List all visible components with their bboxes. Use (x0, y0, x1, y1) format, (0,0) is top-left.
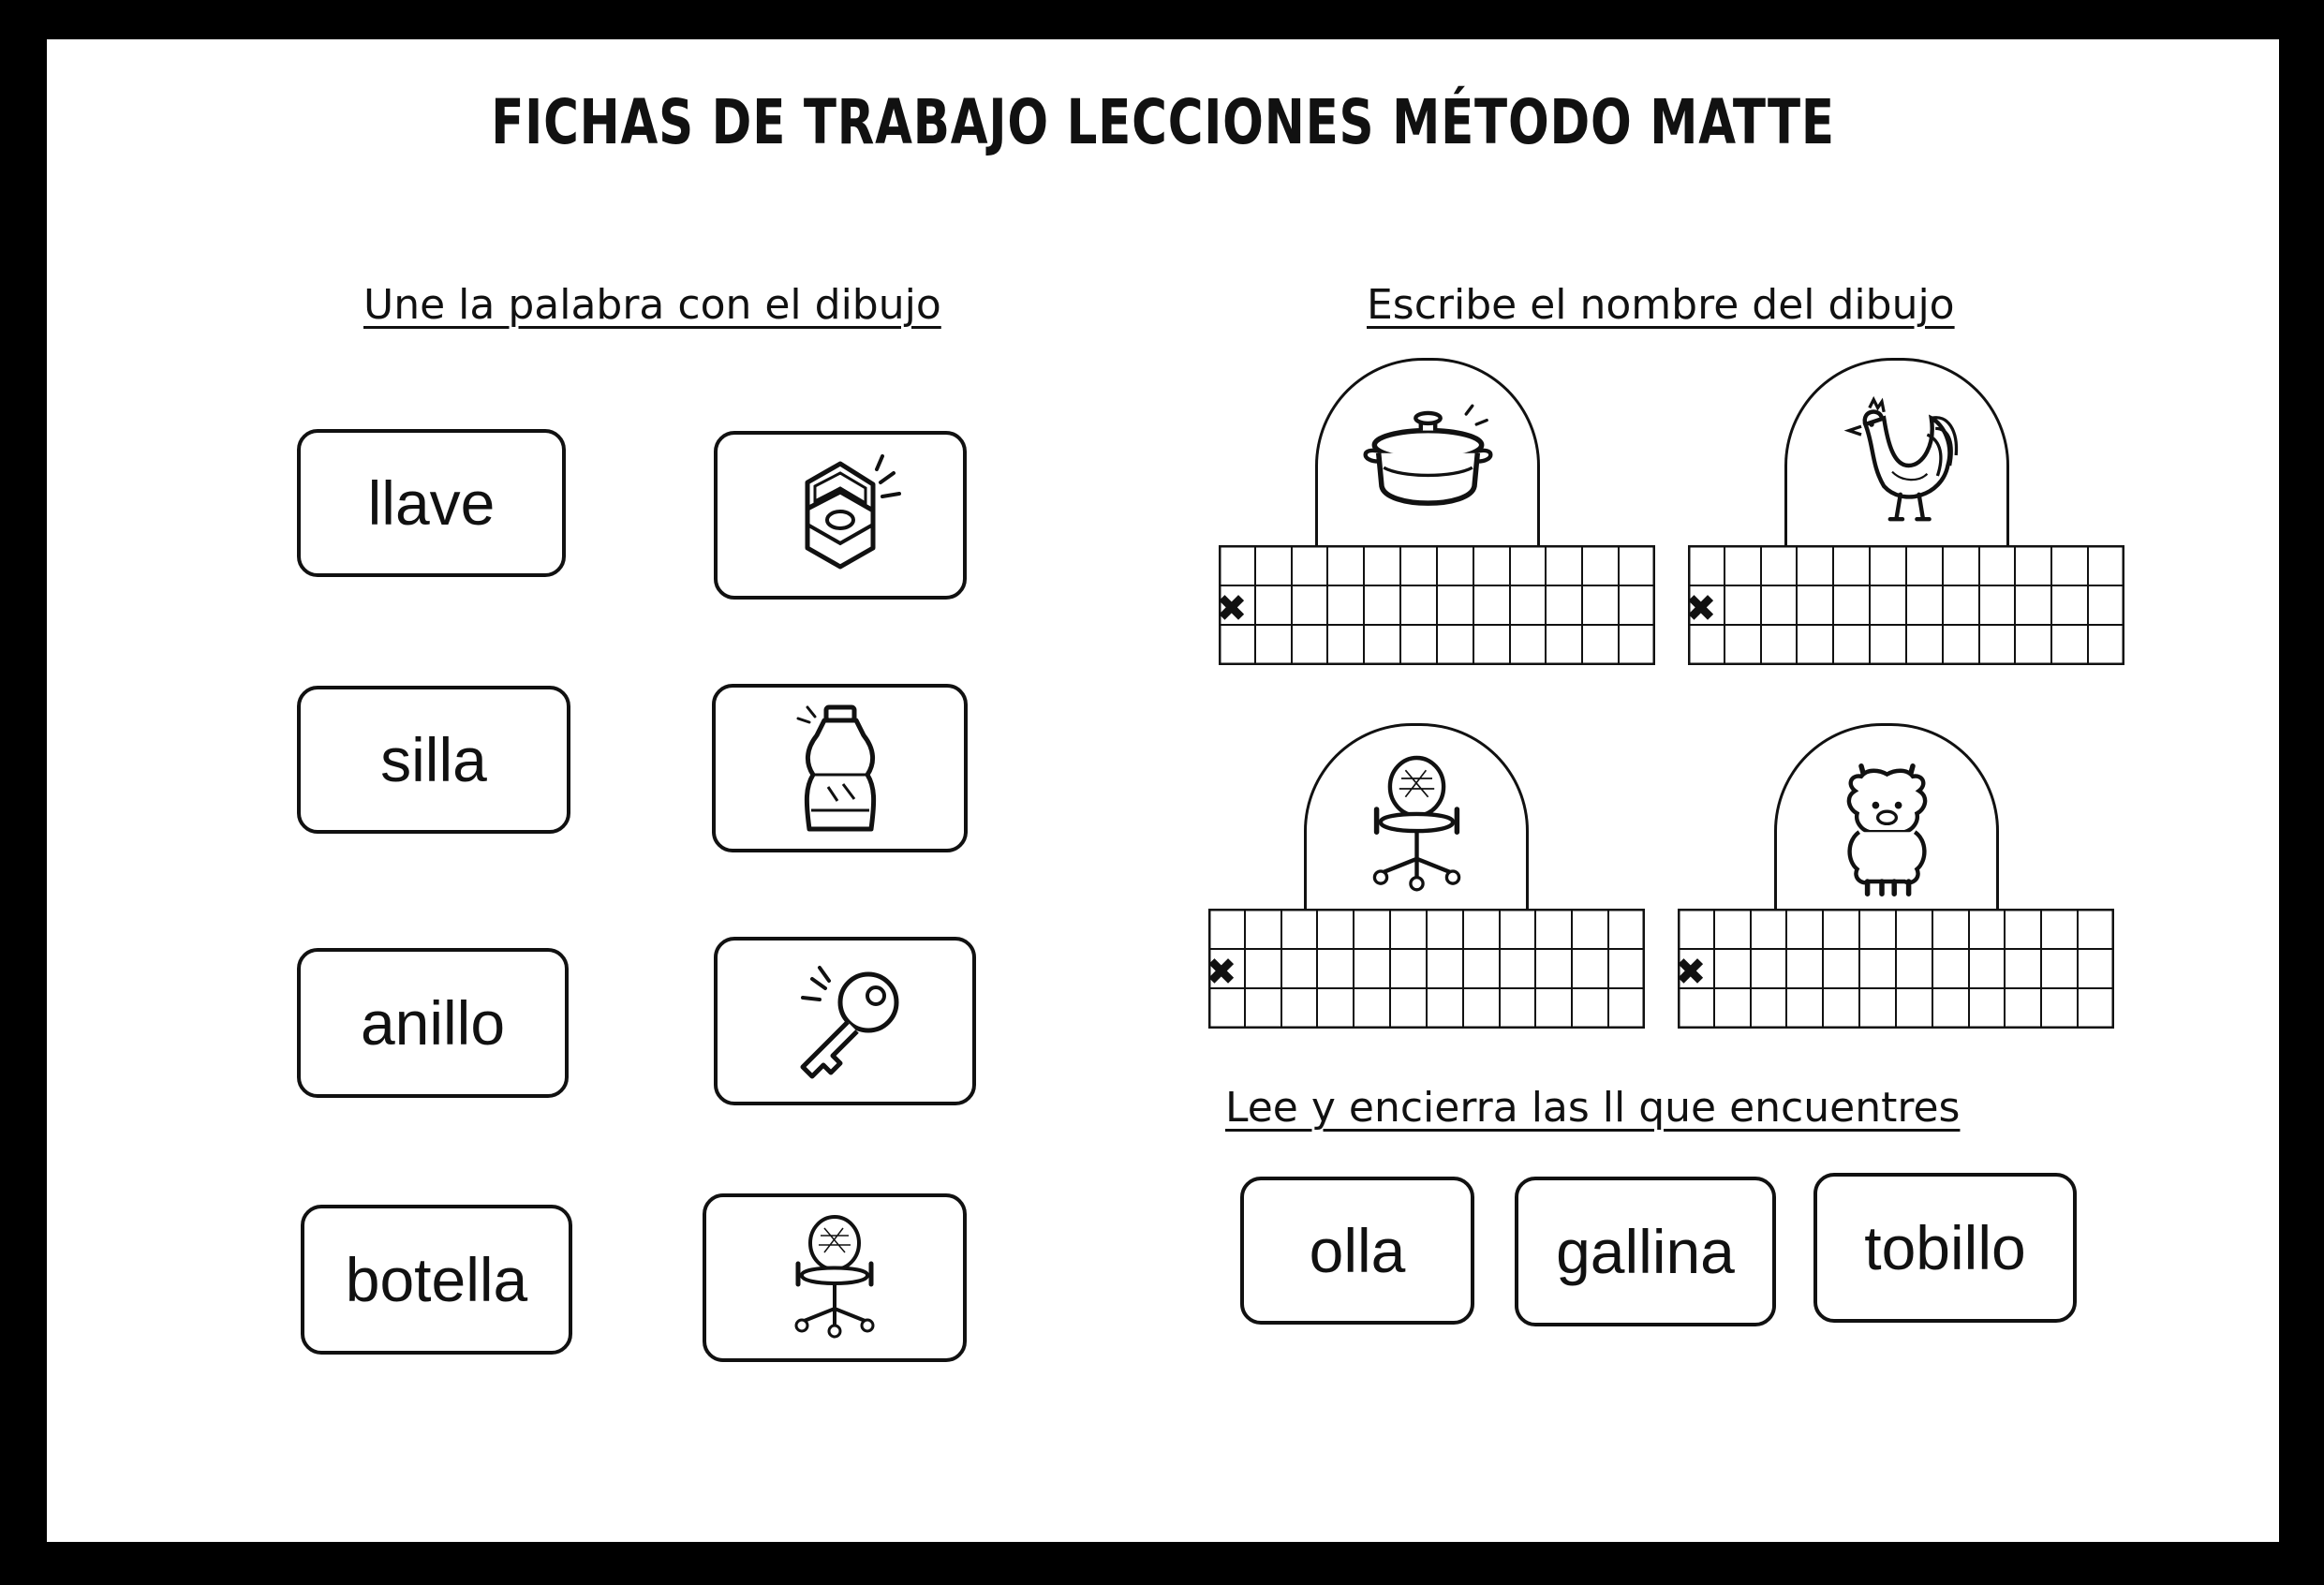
start-mark-rooster: ✖ (1685, 587, 1717, 630)
picture-box-ring[interactable] (714, 431, 967, 600)
match-section-heading: Une la palabra con el dibujo (363, 281, 941, 329)
writing-grid-pot[interactable] (1219, 545, 1655, 665)
start-mark-chair: ✖ (1206, 951, 1237, 994)
picture-box-key[interactable] (714, 937, 976, 1105)
word-box-tobillo[interactable]: tobillo (1813, 1173, 2077, 1323)
word-box-olla[interactable]: olla (1240, 1177, 1474, 1325)
picture-arch-llama (1774, 723, 1999, 911)
read-section-heading: Lee y encierra las ll que encuentres (1225, 1084, 1961, 1132)
picture-box-bottle[interactable] (712, 684, 968, 852)
key-icon (775, 951, 915, 1091)
picture-arch-pot (1315, 358, 1540, 547)
worksheet-page (47, 39, 2279, 1542)
writing-grid-llama[interactable] (1678, 909, 2114, 1029)
picture-box-chair[interactable] (703, 1193, 967, 1362)
ring-box-icon (770, 445, 910, 585)
office-chair-icon (764, 1207, 905, 1348)
word-box-llave[interactable]: llave (297, 429, 566, 577)
picture-arch-rooster (1784, 358, 2009, 547)
word-box-silla[interactable]: silla (297, 686, 570, 834)
writing-grid-chair[interactable] (1208, 909, 1645, 1029)
office-chair-icon (1340, 748, 1494, 902)
word-box-botella[interactable]: botella (301, 1205, 572, 1355)
bottle-icon (770, 698, 910, 838)
llama-icon (1810, 748, 1964, 902)
rooster-icon (1820, 383, 1975, 538)
writing-grid-rooster[interactable] (1688, 545, 2124, 665)
picture-arch-chair (1304, 723, 1529, 911)
start-mark-pot: ✖ (1216, 587, 1248, 630)
word-box-gallina[interactable]: gallina (1515, 1177, 1776, 1326)
page-title: FICHAS DE TRABAJO LECCIONES MÉTODO MATTE (491, 86, 1835, 158)
word-box-anillo[interactable]: anillo (297, 948, 569, 1098)
pot-icon (1351, 383, 1505, 538)
start-mark-llama: ✖ (1675, 951, 1707, 994)
write-section-heading: Escribe el nombre del dibujo (1367, 281, 1955, 329)
